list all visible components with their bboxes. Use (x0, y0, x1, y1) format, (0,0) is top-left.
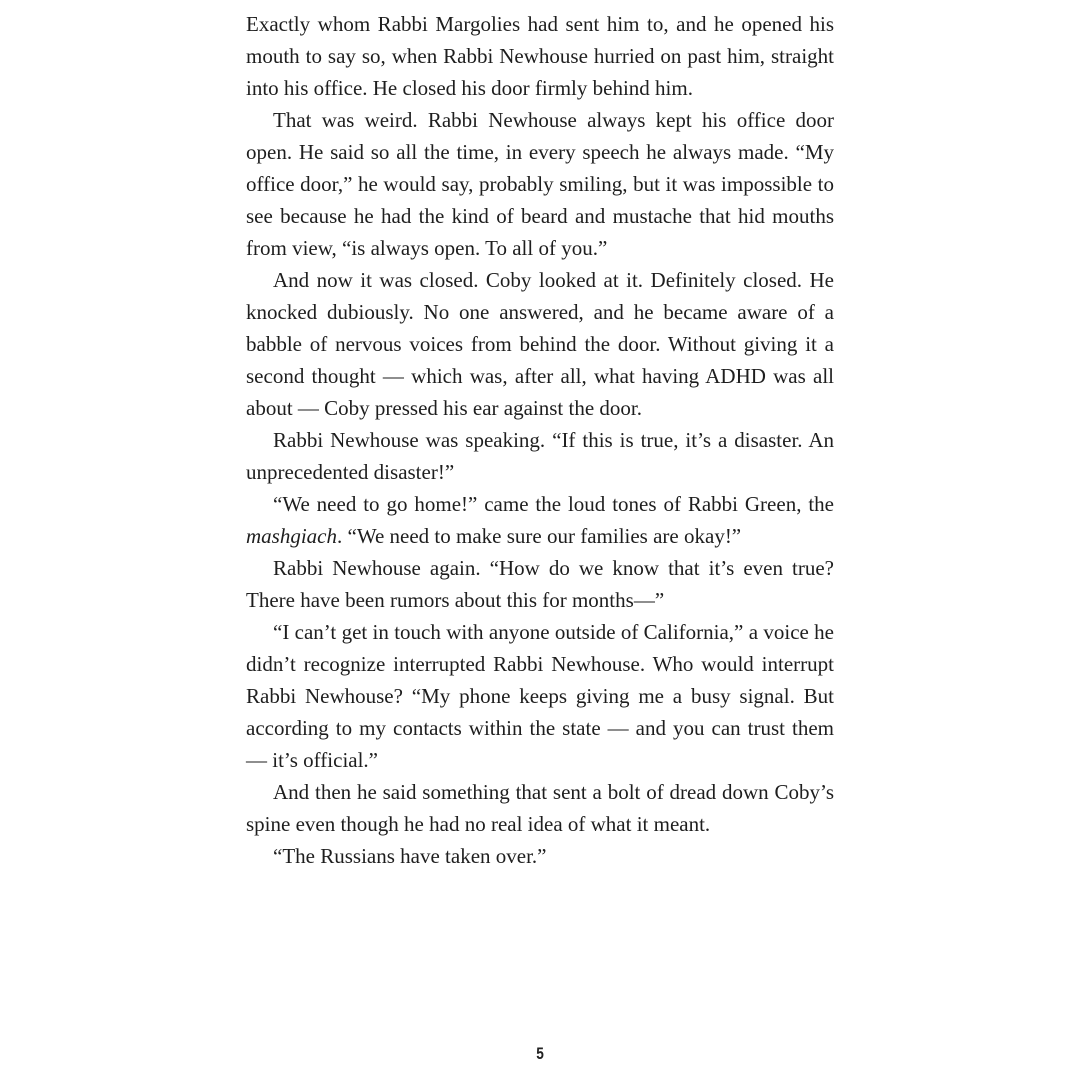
paragraph-5-before: “We need to go home!” came the loud tones of Rabbi Green, the (273, 492, 834, 516)
paragraph-3: And now it was closed. Coby looked at it. Definitely closed. He knocked dubiously. No one answered, and he became aware of a babble of nervous voices from behind the door. Without giving it a second thought — which was, after all, what having ADHD was all about — Coby pressed his ear against the door. (246, 268, 834, 420)
paragraph-2: That was weird. Rabbi Newhouse always kept his office door open. He said so all the time, in every speech he always made. “My office door,” he would say, probably smiling, but it was impossible to see because he had the kind of beard and mustache that hid mouths from view, “is always open. To all of you.” (246, 108, 834, 260)
paragraph-4: Rabbi Newhouse was speaking. “If this is true, it’s a disaster. An unprecedented disaster!” (246, 428, 834, 484)
paragraph-9: “The Russians have taken over.” (273, 844, 547, 868)
paragraph-7: “I can’t get in touch with anyone outside of California,” a voice he didn’t recognize interrupted Rabbi Newhouse. Who would interrupt Rabbi Newhouse? “My phone keeps giving me a busy signal. But according to my contacts within the state — and you can trust them — it’s official.” (246, 620, 834, 772)
paragraph-6: Rabbi Newhouse again. “How do we know that it’s even true? There have been rumors about this for months—” (246, 556, 834, 612)
paragraph-5-italic-term: mashgiach (246, 524, 337, 548)
paragraph-5 (246, 488, 834, 552)
paragraph-8: And then he said something that sent a bolt of dread down Coby’s spine even though he had no real idea of what it meant. (246, 780, 834, 836)
book-page-text (246, 8, 834, 872)
paragraph-1: Exactly whom Rabbi Margolies had sent him to, and he opened his mouth to say so, when Rabbi Newhouse hurried on past him, straight into his office. He closed his door firmly behind him. (246, 12, 834, 100)
paragraph-5-after: . “We need to make sure our families are okay!” (337, 524, 742, 548)
page-number: 5 (536, 1044, 544, 1063)
